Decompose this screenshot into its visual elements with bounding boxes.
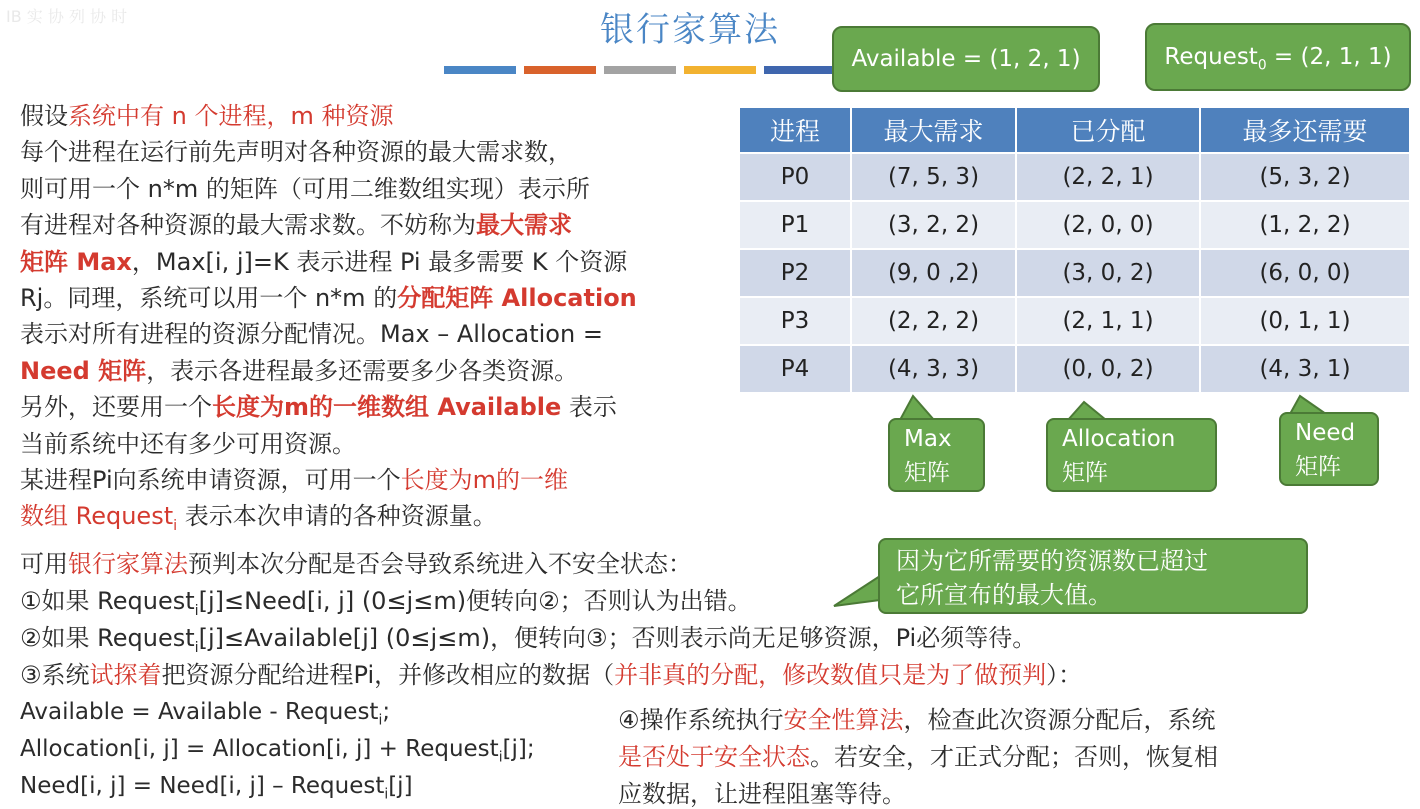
step-1: ①如果 Request$_i$[j]≤Need[i, j] (0≤j≤m)便转向②；否则认为出错。 bbox=[20, 587, 752, 619]
header-process: 进程 bbox=[740, 108, 852, 154]
color-bar-segment bbox=[684, 66, 756, 74]
cell-process: P2 bbox=[740, 250, 852, 298]
table-row bbox=[740, 298, 1411, 346]
intro-line: 有进程对各种资源的最大需求数。不妨称为最大需求 bbox=[20, 211, 572, 240]
intro-line: 数组 Request$_i$ 表示本次申请的各种资源量。 bbox=[20, 502, 497, 535]
intro-line: 则可用一个 n*m 的矩阵（可用二维数组实现）表示所 bbox=[20, 174, 590, 203]
cell-max: (3, 2, 2) bbox=[852, 202, 1017, 250]
available-text: Available = (1, 2, 1) bbox=[851, 46, 1081, 72]
formula-available: Available = Available - Request$_i$; bbox=[20, 699, 391, 729]
table-row bbox=[740, 202, 1411, 250]
max-callout-pointer bbox=[900, 396, 934, 420]
table-row bbox=[740, 346, 1411, 394]
formula-need: Need[i, j] = Need[i, j] – Request$_i$[j] bbox=[20, 773, 413, 803]
cell-need: (1, 2, 2) bbox=[1201, 202, 1411, 250]
intro-line: Rj。同理，系统可以用一个 n*m 的分配矩阵 Allocation bbox=[20, 284, 637, 313]
page-title: 银行家算法 bbox=[600, 10, 780, 50]
cell-need: (6, 0, 0) bbox=[1201, 250, 1411, 298]
cell-process: P4 bbox=[740, 346, 852, 394]
update-formulas bbox=[20, 694, 535, 805]
color-bar-segment bbox=[524, 66, 596, 74]
header-need: 最多还需要 bbox=[1201, 108, 1411, 154]
table-header-row bbox=[740, 108, 1411, 154]
max-matrix-callout: Max 矩阵 bbox=[888, 418, 985, 492]
intro-line: 另外，还要用一个长度为m的一维数组 Available 表示 bbox=[20, 393, 617, 422]
cell-allocation: (3, 0, 2) bbox=[1017, 250, 1201, 298]
step-3: ③系统试探着把资源分配给进程Pi，并修改相应的数据（并非真的分配，修改数值只是为了做预判）： bbox=[20, 661, 1083, 689]
table-row bbox=[740, 250, 1411, 298]
color-bar-segment bbox=[604, 66, 676, 74]
exceed-max-callout: 因为它所需要的资源数已超过 它所宣布的最大值。 bbox=[878, 538, 1308, 614]
formula-allocation: Allocation[i, j] = Allocation[i, j] + Request$_i$[j]; bbox=[20, 736, 535, 766]
color-bar-segment bbox=[444, 66, 516, 74]
intro-line: 矩阵 Max，Max[i, j]=K 表示进程 Pi 最多需要 K 个资源 bbox=[20, 247, 628, 276]
cell-allocation: (2, 1, 1) bbox=[1017, 298, 1201, 346]
watermark: IB 实 协 列 协 时 bbox=[6, 7, 128, 26]
step4-line: 是否处于安全状态。若安全，才正式分配；否则，恢复相 bbox=[618, 743, 1218, 771]
intro-paragraph bbox=[20, 98, 735, 535]
cell-max: (2, 2, 2) bbox=[852, 298, 1017, 346]
cell-process: P1 bbox=[740, 202, 852, 250]
cell-need: (5, 3, 2) bbox=[1201, 154, 1411, 202]
header-allocation: 已分配 bbox=[1017, 108, 1201, 154]
cell-allocation: (2, 0, 0) bbox=[1017, 202, 1201, 250]
step4-line: 应数据，让进程阻塞等待。 bbox=[618, 780, 906, 808]
step4-line: ④操作系统执行安全性算法，检查此次资源分配后，系统 bbox=[618, 706, 1216, 734]
available-box bbox=[832, 26, 1100, 92]
intro-line: 某进程Pi向系统申请资源，可用一个长度为m的一维 bbox=[20, 466, 569, 495]
cell-max: (9, 0 ,2) bbox=[852, 250, 1017, 298]
intro-line: 当前系统中还有多少可用资源。 bbox=[20, 429, 356, 458]
step-4 bbox=[618, 702, 1398, 809]
need-matrix-callout: Need 矩阵 bbox=[1279, 412, 1379, 486]
cell-allocation: (2, 2, 1) bbox=[1017, 154, 1201, 202]
intro-line: Need 矩阵，表示各进程最多还需要多少各类资源。 bbox=[20, 356, 579, 385]
title-color-bar bbox=[444, 66, 836, 74]
color-bar-segment bbox=[764, 66, 836, 74]
intro-line: 每个进程在运行前先声明对各种资源的最大需求数， bbox=[20, 138, 572, 167]
cell-allocation: (0, 0, 2) bbox=[1017, 346, 1201, 394]
intro-line: 假设系统中有 n 个进程，m 种资源 bbox=[20, 102, 394, 130]
intro-line: 表示对所有进程的资源分配情况。Max – Allocation = bbox=[20, 320, 603, 349]
request-text: Request$_0$ = (2, 1, 1) bbox=[1164, 44, 1392, 74]
cell-process: P3 bbox=[740, 298, 852, 346]
cell-process: P0 bbox=[740, 154, 852, 202]
cell-max: (7, 5, 3) bbox=[852, 154, 1017, 202]
resource-table bbox=[740, 108, 1411, 394]
cell-need: (0, 1, 1) bbox=[1201, 298, 1411, 346]
header-max: 最大需求 bbox=[852, 108, 1017, 154]
allocation-matrix-callout: Allocation 矩阵 bbox=[1046, 418, 1217, 492]
step-intro: 可用银行家算法预判本次分配是否会导致系统进入不安全状态： bbox=[20, 550, 692, 578]
cell-max: (4, 3, 3) bbox=[852, 346, 1017, 394]
request-box bbox=[1145, 23, 1411, 91]
cell-need: (4, 3, 1) bbox=[1201, 346, 1411, 394]
step-2: ②如果 Request$_i$[j]≤Available[j] (0≤j≤m)，便转向③；否则表示尚无足够资源，Pi必须等待。 bbox=[20, 624, 1037, 656]
table-row bbox=[740, 154, 1411, 202]
